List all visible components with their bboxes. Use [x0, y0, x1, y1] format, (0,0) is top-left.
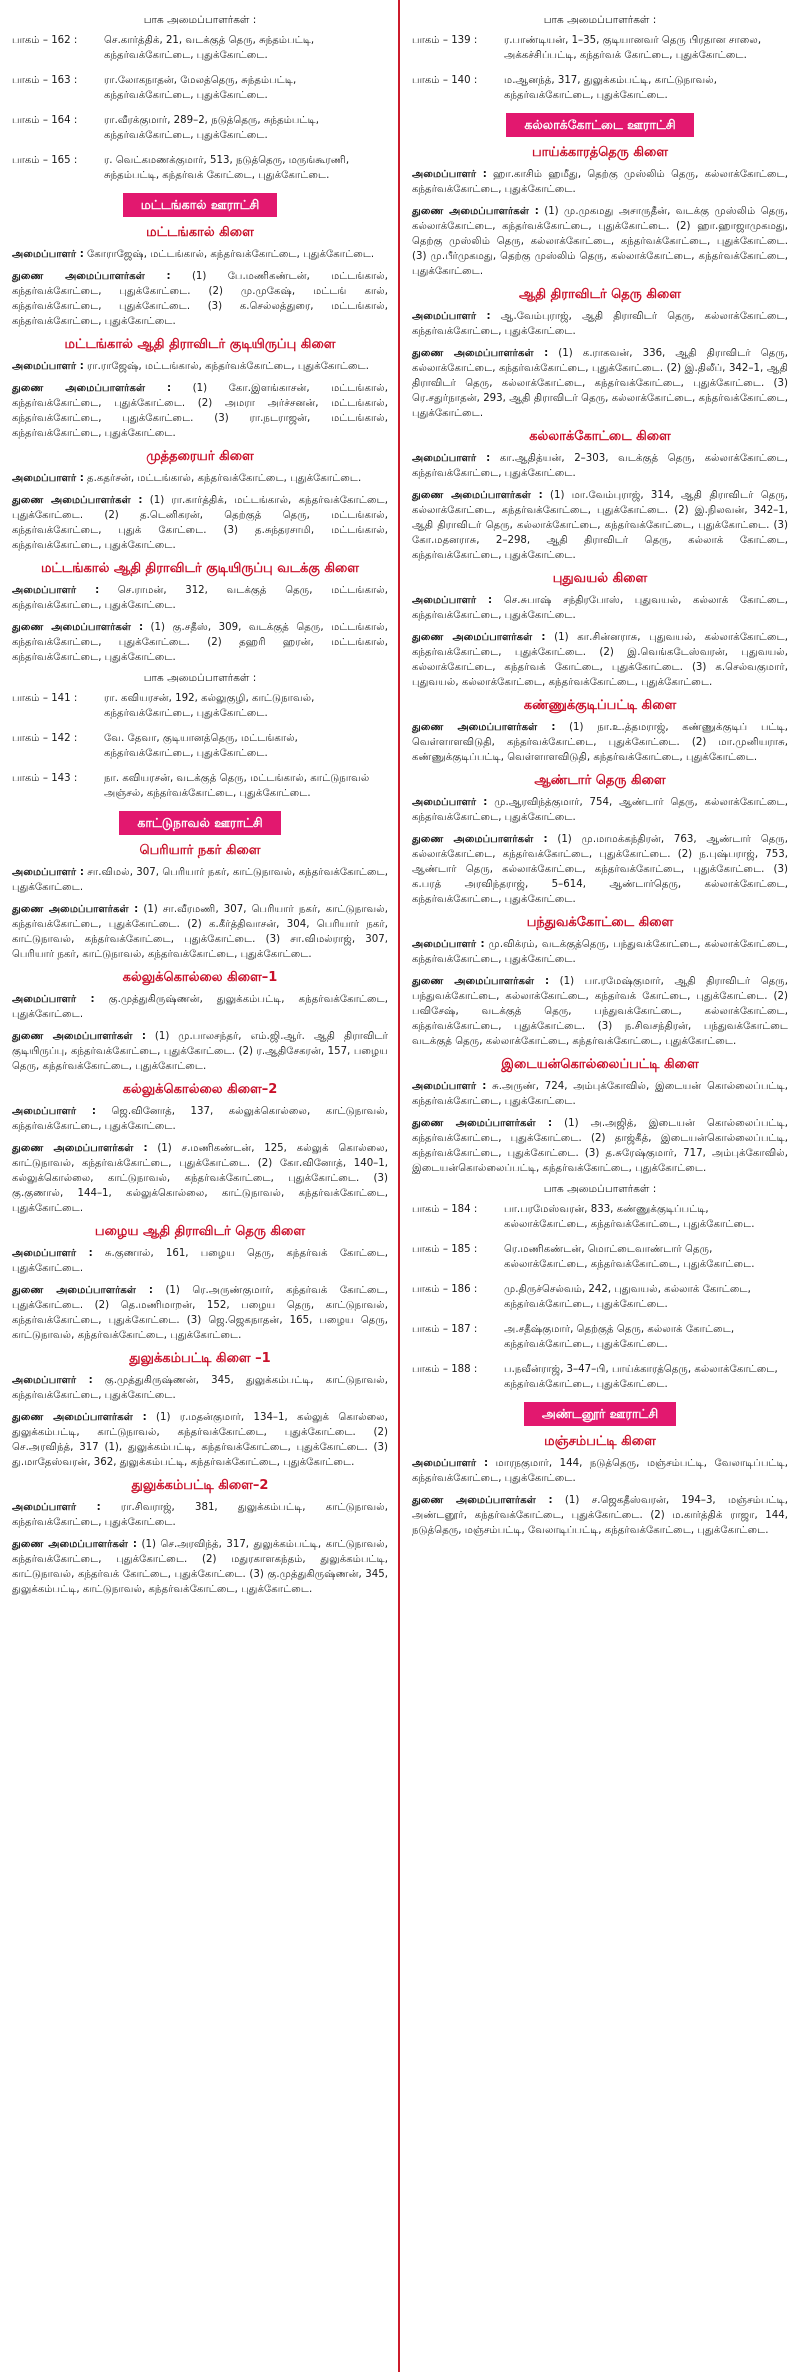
member-details: (1) அ.அஜித், இடையன் கொல்லைப்பட்டி, கந்தர்வக்கோட்டை, புதுக்கோட்டை. (2) தாஜ்கீத், இடையன்கொல்லைப்பட்டி, கந்தர்வக்கோட்டை, புதுக்கோட்டை. (3) த.சுரேஷ்குமார், 717, அம்புக்கோவில், இடையன்கொல்லைப்பட்டி, கந்தர்வக்கோட்டை, புதுக்கோட்டை. — [412, 1118, 788, 1174]
member-paragraph — [12, 1141, 388, 1216]
member-paragraph — [412, 720, 788, 765]
ward-entry — [12, 113, 388, 143]
role-label: துணை அமைப்பாளர்கள் : — [12, 904, 139, 915]
ward-text: செ.கார்த்திக், 21, வடக்குத் தெரு, சுந்தம்பட்டி, கந்தர்வக்கோட்டை, புதுக்கோட்டை. — [104, 35, 315, 61]
role-label: அமைப்பாளர் : — [412, 311, 491, 322]
member-paragraph — [12, 583, 388, 613]
member-details: சு.குணால், 161, பழைய தெரு, கந்தர்வக் கோட்டை, புதுக்கோட்டை. — [12, 1248, 388, 1274]
role-label: அமைப்பாளர் : — [412, 169, 487, 180]
branch-title: கண்ணுக்குடிப்பட்டி கிளை — [523, 698, 677, 713]
member-paragraph — [412, 309, 788, 339]
ward-label: பாகம் – 142 : — [12, 733, 78, 744]
ward-entry — [12, 73, 388, 103]
ward-label: பாகம் – 141 : — [12, 693, 78, 704]
ward-entry — [412, 1362, 788, 1392]
branch-title: முத்தரையர் கிளை — [146, 449, 254, 464]
member-details: செ.ராமன், 312, வடக்குத் தெரு, மட்டங்கால், கந்தர்வக்கோட்டை, புதுக்கோட்டை. — [12, 585, 388, 611]
role-label: துணை அமைப்பாளர்கள் : — [412, 490, 543, 501]
ward-entry — [412, 1322, 788, 1352]
role-label: துணை அமைப்பாளர்கள் : — [12, 495, 143, 506]
member-paragraph — [12, 269, 388, 329]
branch-title: துலுக்கம்பட்டி கிளை –1 — [129, 1351, 271, 1366]
member-paragraph — [12, 247, 388, 262]
member-paragraph — [12, 1373, 388, 1403]
role-label: துணை அமைப்பாளர்கள் : — [12, 1285, 153, 1296]
ward-organisers-heading: பாக அமைப்பாளர்கள் : — [143, 14, 257, 26]
member-paragraph — [412, 488, 788, 563]
ward-entry — [12, 691, 388, 721]
branch-title: புதுவயல் கிளை — [552, 571, 648, 586]
member-details: கோராஜேஷ், மட்டங்கால், கந்தர்வக்கோட்டை, புதுக்கோட்டை. — [83, 249, 375, 260]
member-paragraph — [12, 1104, 388, 1134]
member-details: (1) மு.முகமது அசாருதீன், வடக்கு முஸ்லிம் தெரு, கல்லாக்கோட்டை, கந்தர்வக்கோட்டை, புதுக்கோட்டை. (2) ஹா.ஹாஜாமுகமது, தெற்கு முஸ்லிம் தெரு, கல்லாக்கோட்டை, கந்தர்வக்கோட்டை, புதுக்கோட்டை. (3) மு.பீர்முகமது, தெற்கு முஸ்லிம் தெரு, கல்லாக்கோட்டை, கந்தர்வக்கோட்டை, புதுக்கோட்டை. — [412, 206, 788, 277]
member-paragraph — [412, 451, 788, 481]
role-label: துணை அமைப்பாளர்கள் : — [412, 632, 546, 643]
ward-text: வே. தேவா, குடியானத்தெரு, மட்டங்கால், கந்தர்வக்கோட்டை, புதுக்கோட்டை. — [104, 733, 298, 759]
ward-label: பாகம் – 163 : — [12, 75, 78, 86]
ward-label: பாகம் – 162 : — [12, 35, 78, 46]
member-paragraph — [12, 865, 388, 895]
role-label: அமைப்பாளர் : — [12, 867, 84, 878]
member-details: (1) ச.ஜெகதீஸ்வரன், 194–3, மஞ்சம்பட்டி, அண்டனூர், கந்தர்வக்கோட்டை, புதுக்கோட்டை. (2) ம.கார்த்திக் ராஜா, 144, நடுத்தெரு, மஞ்சம்பட்டி, வேலாடிப்பட்டி, கந்தர்வக்கோட்டை, புதுக்கோட்டை. — [412, 1495, 788, 1536]
branch-title: மட்டங்கால் ஆதி திராவிடர் குடியிருப்பு கிளை — [64, 337, 336, 352]
member-paragraph — [12, 902, 388, 962]
branch-title: கல்லுக்கொல்லை கிளை–1 — [122, 970, 278, 985]
branch-title: ஆதி திராவிடர் தெரு கிளை — [518, 287, 682, 302]
member-details: (1) மு.பாலசந்தர், எம்.ஜி.ஆர். ஆதி திராவிடர் குடியிருப்பு, கந்தர்வக்கோட்டை, புதுக்கோட்டை. (2) ர.ஆதிசேகரன், 157, பழைய தெரு, கந்தர்வக்கோட்டை, புதுக்கோட்டை. — [12, 1031, 388, 1072]
ward-text: ர. வெட்கமணக்குமார், 513, நடுத்தெரு, மருங்கூரணி, சுந்தம்பட்டி, கந்தர்வக் கோட்டை, புதுக்கோட்டை. — [104, 155, 350, 181]
role-label: துணை அமைப்பாளர்கள் : — [412, 834, 548, 845]
branch-title: ஆண்டார் தெரு கிளை — [534, 773, 666, 788]
ward-entry — [412, 33, 788, 63]
role-label: அமைப்பாளர் : — [412, 939, 485, 950]
branch-title: துலுக்கம்பட்டி கிளை–2 — [131, 1478, 269, 1493]
member-paragraph — [12, 359, 388, 374]
panchayat-banner-label: அண்டனூர் ஊராட்சி — [524, 1402, 676, 1426]
ward-text: நா. கவியரசன், வடக்குத் தெரு, மட்டங்கால், காட்டுநாவல் அஞ்சல், கந்தர்வக்கோட்டை, புதுக்கோட்டை. — [104, 773, 370, 799]
role-label: அமைப்பாளர் : — [412, 1081, 487, 1092]
member-details: (1) சா.வீரமணி, 307, பெரியார் நகர், காட்டுநாவல், கந்தர்வக்கோட்டை, புதுக்கோட்டை. (2) க.கீர்த்திவாசன், 304, பெரியார் நகர், காட்டுநாவல், கந்தர்வக்கோட்டை, புதுக்கோட்டை. (3) சா.விமல்ராஜ், 307, பெரியார் நகர், காட்டுநாவல், கந்தர்வக்கோட்டை, புதுக்கோட்டை. — [12, 904, 388, 960]
ward-entry — [412, 1242, 788, 1272]
member-details: கு.முத்துகிருஷ்ணன், 345, துலுக்கம்பட்டி, காட்டுநாவல், கந்தர்வக்கோட்டை, புதுக்கோட்டை. — [12, 1375, 388, 1401]
member-details: மு.ஆரவிந்த்குமார், 754, ஆண்டார் தெரு, கல்லாக்கோட்டை, கந்தர்வக்கோட்டை, புதுக்கோட்டை. — [412, 797, 788, 823]
member-details: (1) மா.வேம்புராஜ், 314, ஆதி திராவிடர் தெரு, கல்லாக்கோட்டை, கந்தர்வக்கோட்டை, புதுக்கோட்டை. (2) இ.நிலவன், 342–1, ஆதி திராவிடர் தெரு, கல்லாக்கோட்டை, கந்தர்வக்கோட்டை, புதுக்கோட்டை. (3) கோ.மதனராசு, 2–298, ஆதி திராவிடர் தெரு, கல்லாக் கோட்டை, கந்தர்வக்கோட்டை, புதுக்கோட்டை. — [412, 490, 788, 561]
member-paragraph — [12, 381, 388, 441]
member-details: சு.அருண், 724, அம்புக்கோவில், இடையன் கொல்லைப்பட்டி, கந்தர்வக்கோட்டை, புதுக்கோட்டை. — [412, 1081, 789, 1107]
member-paragraph — [12, 1246, 388, 1276]
role-label: துணை அமைப்பாளர்கள் : — [12, 1412, 147, 1423]
branch-title: மட்டங்கால் கிளை — [146, 225, 254, 240]
panchayat-banner-label: மட்டங்கால் ஊராட்சி — [123, 193, 278, 217]
role-label: அமைப்பாளர் : — [412, 1458, 489, 1469]
member-paragraph — [12, 1537, 388, 1597]
ward-text: அ.சதீஷ்குமார், தெற்குத் தெரு, கல்லாக் கோட்டை, கந்தர்வக்கோட்டை, புதுக்கோட்டை. — [504, 1324, 735, 1350]
ward-label: பாகம் – 164 : — [12, 115, 78, 126]
member-details: ஜெ.வினோத், 137, கல்லுக்கொல்லை, காட்டுநாவல், கந்தர்வக்கோட்டை, புதுக்கோட்டை. — [12, 1106, 389, 1132]
member-paragraph — [412, 1116, 788, 1176]
member-details: கு.முத்துகிருஷ்ணன், துலுக்கம்பட்டி, கந்தர்வக்கோட்டை, புதுக்கோட்டை. — [12, 994, 388, 1020]
role-label: அமைப்பாளர் : — [12, 585, 100, 596]
member-paragraph — [12, 620, 388, 665]
ward-label: பாகம் – 140 : — [412, 75, 478, 86]
branch-title: பழைய ஆதி திராவிடர் தெரு கிளை — [94, 1224, 306, 1239]
member-paragraph — [412, 167, 788, 197]
member-details: ஆ.வேம்புராஜ், ஆதி திராவிடர் தெரு, கல்லாக்கோட்டை, கந்தர்வக்கோட்டை, புதுக்கோட்டை. — [412, 311, 788, 337]
role-label: அமைப்பாளர் : — [12, 361, 84, 372]
role-label: துணை அமைப்பாளர்கள் : — [412, 976, 550, 987]
member-paragraph — [412, 1456, 788, 1486]
role-label: துணை அமைப்பாளர்கள் : — [12, 1539, 138, 1550]
role-label: துணை அமைப்பாளர்கள் : — [12, 271, 171, 282]
member-paragraph — [12, 992, 388, 1022]
panchayat-banner — [12, 193, 388, 217]
member-details: ரா.ராஜேஷ், மட்டங்கால், கந்தர்வக்கோட்டை, புதுக்கோட்டை. — [83, 361, 369, 372]
branch-title: பெரியார் நகர் கிளை — [139, 843, 261, 858]
ward-entry — [412, 1202, 788, 1232]
ward-text: மு.திருச்செல்வம், 242, புதுவயல், கல்லாக் கோட்டை, கந்தர்வக்கோட்டை, புதுக்கோட்டை. — [504, 1284, 751, 1310]
right-column — [400, 0, 798, 2372]
member-paragraph — [12, 1500, 388, 1530]
role-label: துணை அமைப்பாளர்கள் : — [412, 1495, 553, 1506]
ward-label: பாகம் – 143 : — [12, 773, 78, 784]
panchayat-banner — [412, 113, 788, 137]
member-paragraph — [12, 1283, 388, 1343]
role-label: அமைப்பாளர் : — [12, 1106, 97, 1117]
ward-label: பாகம் – 188 : — [412, 1364, 478, 1375]
role-label: அமைப்பாளர் : — [12, 1375, 93, 1386]
member-paragraph — [12, 1410, 388, 1470]
role-label: அமைப்பாளர் : — [12, 1248, 93, 1259]
ward-organisers-heading-2: பாக அமைப்பாளர்கள் : — [543, 1183, 657, 1195]
member-details: (1) க.ராகவன், 336, ஆதி திராவிடர் தெரு, கல்லாக்கோட்டை, கந்தர்வக்கோட்டை, புதுக்கோட்டை. (2) இ.திலீப், 342–1, ஆதி திராவிடர் தெரு, கல்லாக்கோட்டை, கந்தர்வக்கோட்டை, புதுக்கோட்டை. (3) ரெ.சதுர்நாதன், 293, ஆதி திராவிடர் தெரு, கல்லாக்கோட்டை, கந்தர்வக்கோட்டை, புதுக்கோட்டை. — [412, 348, 788, 419]
branch-title: மட்டங்கால் ஆதி திராவிடர் குடியிருப்பு வடக்கு கிளை — [40, 561, 360, 576]
role-label: துணை அமைப்பாளர்கள் : — [12, 622, 144, 633]
role-label: அமைப்பாளர் : — [412, 595, 493, 606]
member-details: (1) பா.ரமேஷ்குமார், ஆதி திராவிடர் தெரு, பந்துவக்கோட்டை, கல்லாக்கோட்டை, கந்தர்வக் கோட்டை, புதுக்கோட்டை. (2) பவிசேஷ், வடக்குத் தெரு, பந்துவக்கோட்டை, கல்லாக்கோட்டை, கந்தர்வக்கோட்டை, புதுக்கோட்டை. (3) ந.சிவசந்திரன், பந்துவக்கோட்டை வடக்குத் தெரு, கல்லாக்கோட்டை, கந்தர்வக்கோட்டை, புதுக்கோட்டை. — [412, 976, 788, 1047]
member-details: த.கதர்சன், மட்டங்கால், கந்தர்வக்கோட்டை, புதுக்கோட்டை. — [83, 473, 362, 484]
ward-text: ரெ.மணிகண்டன், மொட்டைவாண்டார் தெரு, கல்லாக்கோட்டை, கந்தர்வக்கோட்டை, புதுக்கோட்டை. — [504, 1244, 755, 1270]
ward-label: பாகம் – 186 : — [412, 1284, 478, 1295]
ward-text: பா.பரமேஸ்வரன், 833, கண்ணுக்குடிப்பட்டி, கல்லாக்கோட்டை, கந்தர்வக்கோட்டை, புதுக்கோட்டை. — [504, 1204, 755, 1230]
member-paragraph — [412, 974, 788, 1049]
ward-label: பாகம் – 184 : — [412, 1204, 478, 1215]
branch-title: இடையன்கொல்லைப்பட்டி கிளை — [501, 1057, 699, 1072]
branch-title: பந்துவக்கோட்டை கிளை — [526, 915, 674, 930]
member-paragraph — [12, 471, 388, 486]
ward-text: ரா. கவியரசன், 192, கல்லுகுழி, காட்டுநாவல், கந்தர்வக்கோட்டை, புதுக்கோட்டை. — [104, 693, 315, 719]
ward-label: பாகம் – 187 : — [412, 1324, 478, 1335]
branch-title: மஞ்சம்பட்டி கிளை — [544, 1434, 656, 1449]
role-label: அமைப்பாளர் : — [12, 1502, 101, 1513]
member-details: (1) நா.உ.த்தமராஜ், கண்ணுக்குடிப் பட்டி, வெள்ளாளவிடுதி, கந்தர்வக்கோட்டை, புதுக்கோட்டை. (2) மா.முனியராசு, கண்ணுக்குடிப்பட்டி, வெள்ளாளவிடுதி, கந்தர்வக்கோட்டை, புதுக்கோட்டை. — [412, 722, 788, 763]
role-label: அமைப்பாளர் : — [12, 473, 84, 484]
member-details: கா.ஆதித்யன், 2–303, வடக்குத் தெரு, கல்லாக்கோட்டை, கந்தர்வக்கோட்டை, புதுக்கோட்டை. — [412, 453, 789, 479]
ward-text: ப.நவீன்ராஜ், 3–47–பி, பாய்க்காரத்தெரு, கல்லாக்கோட்டை, கந்தர்வக்கோட்டை, புதுக்கோட்டை. — [504, 1364, 778, 1390]
ward-text: ர.பாண்டியன், 1–35, குடியானவர் தெரு பிரதான சாலை, அக்கச்சிப்பட்டி, கந்தர்வக் கோட்டை, புதுக்கோட்டை. — [504, 35, 762, 61]
member-details: (1) கு.சதீஸ், 309, வடக்குத் தெரு, மட்டங்கால், கந்தர்வக்கோட்டை, புதுக்கோட்டை. (2) தஹரி ஹரன், மட்டங்கால், கந்தர்வக்கோட்டை, புதுக்கோட்டை. — [12, 622, 388, 663]
member-details: மாரநகுமார், 144, நடுத்தெரு, மஞ்சம்பட்டி, வேலாடிப்பட்டி, கந்தர்வக்கோட்டை, புதுக்கோட்டை. — [412, 1458, 789, 1484]
member-details: ஹா.காசிம் ஹமீது, தெற்கு முஸ்லிம் தெரு, கல்லாக்கோட்டை, கந்தர்வக்கோட்டை, புதுக்கோட்டை. — [412, 169, 789, 195]
member-details: ரா.சிவராஜ், 381, துலுக்கம்பட்டி, காட்டுநாவல், கந்தர்வக்கோட்டை, புதுக்கோட்டை. — [12, 1502, 388, 1528]
member-paragraph — [412, 630, 788, 690]
ward-entry — [412, 73, 788, 103]
ward-text: ரா.வீரக்குமார், 289–2, நடுத்தெரு, சுந்தம்பட்டி, கந்தர்வக்கோட்டை, புதுக்கோட்டை. — [104, 115, 319, 141]
member-details: (1) ர.மதன்குமார், 134–1, கல்லுக் கொல்லை, துலுக்கம்பட்டி, காட்டுநாவல், கந்தர்வக்கோட்டை, புதுக்கோட்டை. (2) செ.அரவிந்த், 317 (1), துலுக்கம்பட்டி, கந்தர்வக்கோட்டை, புதுக்கோட்டை. (3) து.மாதேஸ்வரன், 362, துலுக்கம்பட்டி, கந்தர்வக்கோட்டை, புதுக்கோட்டை. — [12, 1412, 388, 1468]
role-label: துணை அமைப்பாளர்கள் : — [412, 722, 556, 733]
member-paragraph — [412, 795, 788, 825]
role-label: துணை அமைப்பாளர்கள் : — [412, 206, 539, 217]
role-label: துணை அமைப்பாளர்கள் : — [412, 348, 549, 359]
member-details: (1) பே.மணிகண்டன், மட்டங்கால், கந்தர்வக்கோட்டை, புதுக்கோட்டை. (2) மு.முகேஷ், மட்டங் கால், கந்தர்வக்கோட்டை, புதுக்கோட்டை. (3) க.செல்லத்துரை, மட்டங்கால், கந்தர்வக்கோட்டை, புதுக்கோட்டை. — [12, 271, 388, 327]
member-details: (1) ரெ.அருண்குமார், கந்தர்வக் கோட்டை, புதுக்கோட்டை. (2) தெ.மணிமாறன், 152, பழைய தெரு, காட்டுநாவல், கந்தர்வக்கோட்டை, புதுக்கோட்டை. (3) ஜெ.ஜெகநாதன், 165, பழைய தெரு, காட்டுநாவல், கந்தர்வக்கோட்டை, புதுக்கோட்டை. — [12, 1285, 388, 1341]
branch-title: கல்லாக்கோட்டை கிளை — [529, 429, 671, 444]
ward-label: பாகம் – 139 : — [412, 35, 478, 46]
role-label: அமைப்பாளர் : — [12, 994, 95, 1005]
member-details: (1) மு.மாமக்கந்திரன், 763, ஆண்டார் தெரு, கல்லாக்கோட்டை, கந்தர்வக்கோட்டை, புதுக்கோட்டை. (2) ந.புஷ்பராஜ், 753, ஆண்டார் தெரு, கல்லாக்கோட்டை, கந்தர்வக்கோட்டை, புதுக்கோட்டை. (3) க.பரத் அரவிந்தராஜ், 5–614, ஆண்டார்தெரு, கல்லாக்கோட்டை, கந்தர்வக்கோட்டை, புதுக்கோட்டை. — [412, 834, 788, 905]
member-paragraph — [412, 1079, 788, 1109]
role-label: அமைப்பாளர் : — [12, 249, 84, 260]
panchayat-banner — [12, 811, 388, 835]
ward-label: பாகம் – 165 : — [12, 155, 78, 166]
member-details: செ.சுபாஷ் சந்திரபோஸ், புதுவயல், கல்லாக் கோட்டை, கந்தர்வக்கோட்டை, புதுக்கோட்டை. — [412, 595, 788, 621]
role-label: துணை அமைப்பாளர்கள் : — [12, 1143, 148, 1154]
member-paragraph — [412, 346, 788, 421]
left-column — [0, 0, 398, 2372]
ward-organisers-heading: பாக அமைப்பாளர்கள் : — [543, 14, 657, 26]
member-details: (1) கோ.இளங்காசன், மட்டங்கால், கந்தர்வக்கோட்டை, புதுக்கோட்டை. (2) அமரா அர்ச்சனன், மட்டங்கால், கந்தர்வக்கோட்டை, புதுக்கோட்டை. (3) ரா.நடராஜன், மட்டங்கால், கந்தர்வக்கோட்டை, புதுக்கோட்டை. — [12, 383, 388, 439]
ward-entry — [12, 731, 388, 761]
branch-title: கல்லுக்கொல்லை கிளை–2 — [122, 1082, 278, 1097]
role-label: துணை அமைப்பாளர்கள் : — [412, 1118, 553, 1129]
member-paragraph — [412, 832, 788, 907]
ward-entry — [12, 153, 388, 183]
member-details: (1) ச.மணிகண்டன், 125, கல்லுக் கொல்லை, காட்டுநாவல், கந்தர்வக்கோட்டை, புதுக்கோட்டை. (2) கோ.வினோத், 140–1, கல்லுக்கொல்லை, காட்டுநாவல், கந்தர்வக்கோட்டை, புதுக்கோட்டை. (3) கு.குணால், 144–1, கல்லுக்கொல்லை, காட்டுநாவல், கந்தர்வக்கோட்டை, புதுக்கோட்டை. — [12, 1143, 388, 1214]
ward-entry — [12, 771, 388, 801]
ward-entry — [12, 33, 388, 63]
role-label: அமைப்பாளர் : — [412, 797, 488, 808]
role-label: துணை அமைப்பாளர்கள் : — [12, 383, 172, 394]
member-details: (1) செ.அரவிந்த், 317, துலுக்கம்பட்டி, காட்டுநாவல், கந்தர்வக்கோட்டை, புதுக்கோட்டை. (2) மதுரகாளகந்தம், துலுக்கம்பட்டி, காட்டுநாவல், கந்தர்வக் கோட்டை, புதுக்கோட்டை. (3) கு.முத்துகிருஷ்ணன், 345, துலுக்கம்பட்டி, காட்டுநாவல், கந்தர்வக்கோட்டை, புதுக்கோட்டை. — [12, 1539, 388, 1595]
ward-organisers-heading-2: பாக அமைப்பாளர்கள் : — [143, 672, 257, 684]
member-paragraph — [412, 593, 788, 623]
ward-entry — [412, 1282, 788, 1312]
panchayat-banner-label: காட்டுநாவல் ஊராட்சி — [119, 811, 280, 835]
member-paragraph — [12, 493, 388, 553]
member-details: மு.விக்ரம், வடக்குத்தெரு, பந்துவக்கோட்டை, கல்லாக்கோட்டை, கந்தர்வக்கோட்டை, புதுக்கோட்டை. — [412, 939, 788, 965]
panchayat-banner-label: கல்லாக்கோட்டை ஊராட்சி — [506, 113, 693, 137]
ward-text: ரா.லோகநாதன், மேலத்தெரு, சுந்தம்பட்டி, கந்தர்வக்கோட்டை, புதுக்கோட்டை. — [104, 75, 297, 101]
member-paragraph — [12, 1029, 388, 1074]
member-paragraph — [412, 1493, 788, 1538]
member-details: சா.விமல், 307, பெரியார் நகர், காட்டுநாவல், கந்தர்வக்கோட்டை, புதுக்கோட்டை. — [12, 867, 389, 893]
member-details: (1) ரா.கார்த்திக், மட்டங்கால், கந்தர்வக்கோட்டை, புதுக்கோட்டை. (2) த.டெனிகரன், தெற்குத் தெரு, மட்டங்கால், கந்தர்வக்கோட்டை, புதுக் கோட்டை. (3) த.சுந்தரசாமி, மட்டங்கால், கந்தர்வக்கோட்டை, புதுக்கோட்டை. — [12, 495, 388, 551]
ward-label: பாகம் – 185 : — [412, 1244, 478, 1255]
member-paragraph — [412, 937, 788, 967]
member-details: (1) கா.சின்னராசு, புதுவயல், கல்லாக்கோட்டை, கந்தர்வக்கோட்டை, புதுக்கோட்டை. (2) இ.வெங்கடேஸ்வரன், புதுவயல், கல்லாக்கோட்டை, கந்தர்வக் கோட்டை, புதுக்கோட்டை. (3) க.செல்வகுமார், புதுவயல், கல்லாக்கோட்டை, கந்தர்வக்கோட்டை, புதுக்கோட்டை. — [412, 632, 788, 688]
role-label: துணை அமைப்பாளர்கள் : — [12, 1031, 146, 1042]
role-label: அமைப்பாளர் : — [412, 453, 491, 464]
panchayat-banner — [412, 1402, 788, 1426]
ward-text: ம.ஆனந்த், 317, துலுக்கம்பட்டி, காட்டுநாவல், கந்தர்வக்கோட்டை, புதுக்கோட்டை. — [504, 75, 717, 101]
member-paragraph — [412, 204, 788, 279]
branch-title: பாய்க்காரத்தெரு கிளை — [531, 145, 669, 160]
